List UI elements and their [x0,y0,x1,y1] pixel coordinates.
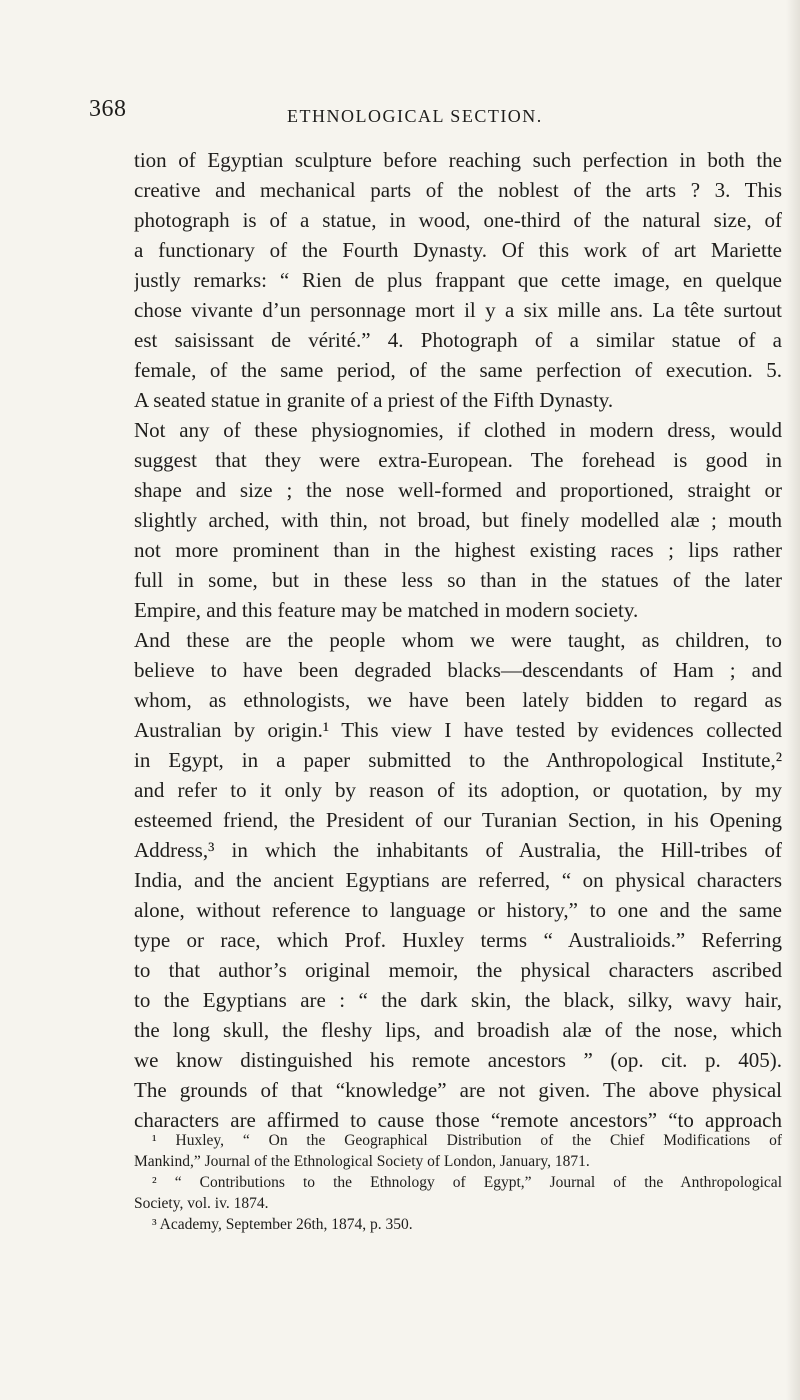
body-line: type or race, which Prof. Huxley terms “ Australioids.” Referring [134,928,782,952]
body-line: The grounds of that “knowledge” are not given. The above physical [134,1078,782,1102]
body-line: And these are the people whom we were taught, as children, to [134,628,782,652]
body-line: est saisissant de vérité.” 4. Photograph of a similar statue of a [134,328,782,352]
body-line: tion of Egyptian sculpture before reaching such perfection in both the [134,148,782,172]
body-line: India, and the ancient Egyptians are referred, “ on physical characters [134,868,782,892]
body-line: to that author’s original memoir, the physical characters ascribed [134,958,782,982]
body-line: justly remarks: “ Rien de plus frappant que cette image, en quelque [134,268,782,292]
body-line: female, of the same period, of the same perfection of execution. 5. [134,358,782,382]
footnote-line: Mankind,” Journal of the Ethnological Society of London, January, 1871. [134,1153,590,1170]
body-line: A seated statue in granite of a priest of the Fifth Dynasty. [134,388,614,412]
body-line: Empire, and this feature may be matched in modern society. [134,598,639,622]
body-line: we know distinguished his remote ancestors ” (op. cit. p. 405). [134,1048,782,1072]
body-line: Not any of these physiognomies, if clothed in modern dress, would [134,418,782,442]
body-line: in Egypt, in a paper submitted to the Anthropological Institute,² [134,748,782,772]
body-line: characters are affirmed to cause those “remote ancestors” “to approach [134,1108,782,1132]
body-line: Australian by origin.¹ This view I have tested by evidences collected [134,718,782,742]
body-line: the long skull, the fleshy lips, and broadish alæ of the nose, which [134,1018,782,1042]
page-number: 368 [89,96,127,122]
page-header [0,96,800,136]
body-line: full in some, but in these less so than in the statues of the later [134,568,782,592]
body-line: chose vivante d’un personnage mort il y a six mille ans. La tête surtout [134,298,782,322]
body-line: Address,³ in which the inhabitants of Australia, the Hill-tribes of [134,838,782,862]
body-line: and refer to it only by reason of its adoption, or quotation, by my [134,778,782,802]
body-line: shape and size ; the nose well-formed and proportioned, straight or [134,478,782,502]
body-text [134,145,782,1135]
body-line: photograph is of a statue, in wood, one-third of the natural size, of [134,208,782,232]
body-line: whom, as ethnologists, we have been lately bidden to regard as [134,688,782,712]
page-edge-shadow [786,0,800,1400]
body-line: to the Egyptians are : “ the dark skin, the black, silky, wavy hair, [134,988,782,1012]
body-line: esteemed friend, the President of our Turanian Section, in his Opening [134,808,782,832]
footnote-line: ¹ Huxley, “ On the Geographical Distribution of the Chief Modifications of [152,1132,782,1149]
footnote-line: ² “ Contributions to the Ethnology of Egypt,” Journal of the Anthropological [152,1174,782,1191]
footnote-line: ³ Academy, September 26th, 1874, p. 350. [152,1216,413,1233]
body-line: slightly arched, with thin, not broad, but finely modelled alæ ; mouth [134,508,782,532]
footnotes [134,1130,782,1235]
body-line: suggest that they were extra-European. The forehead is good in [134,448,782,472]
body-line: a functionary of the Fourth Dynasty. Of this work of art Mariette [134,238,782,262]
body-line: not more prominent than in the highest existing races ; lips rather [134,538,782,562]
running-head: ETHNOLOGICAL SECTION. [287,106,543,126]
footnote-line: Society, vol. iv. 1874. [134,1195,269,1212]
body-line: believe to have been degraded blacks—descendants of Ham ; and [134,658,782,682]
body-line: alone, without reference to language or history,” to one and the same [134,898,782,922]
body-line: creative and mechanical parts of the noblest of the arts ? 3. This [134,178,782,202]
